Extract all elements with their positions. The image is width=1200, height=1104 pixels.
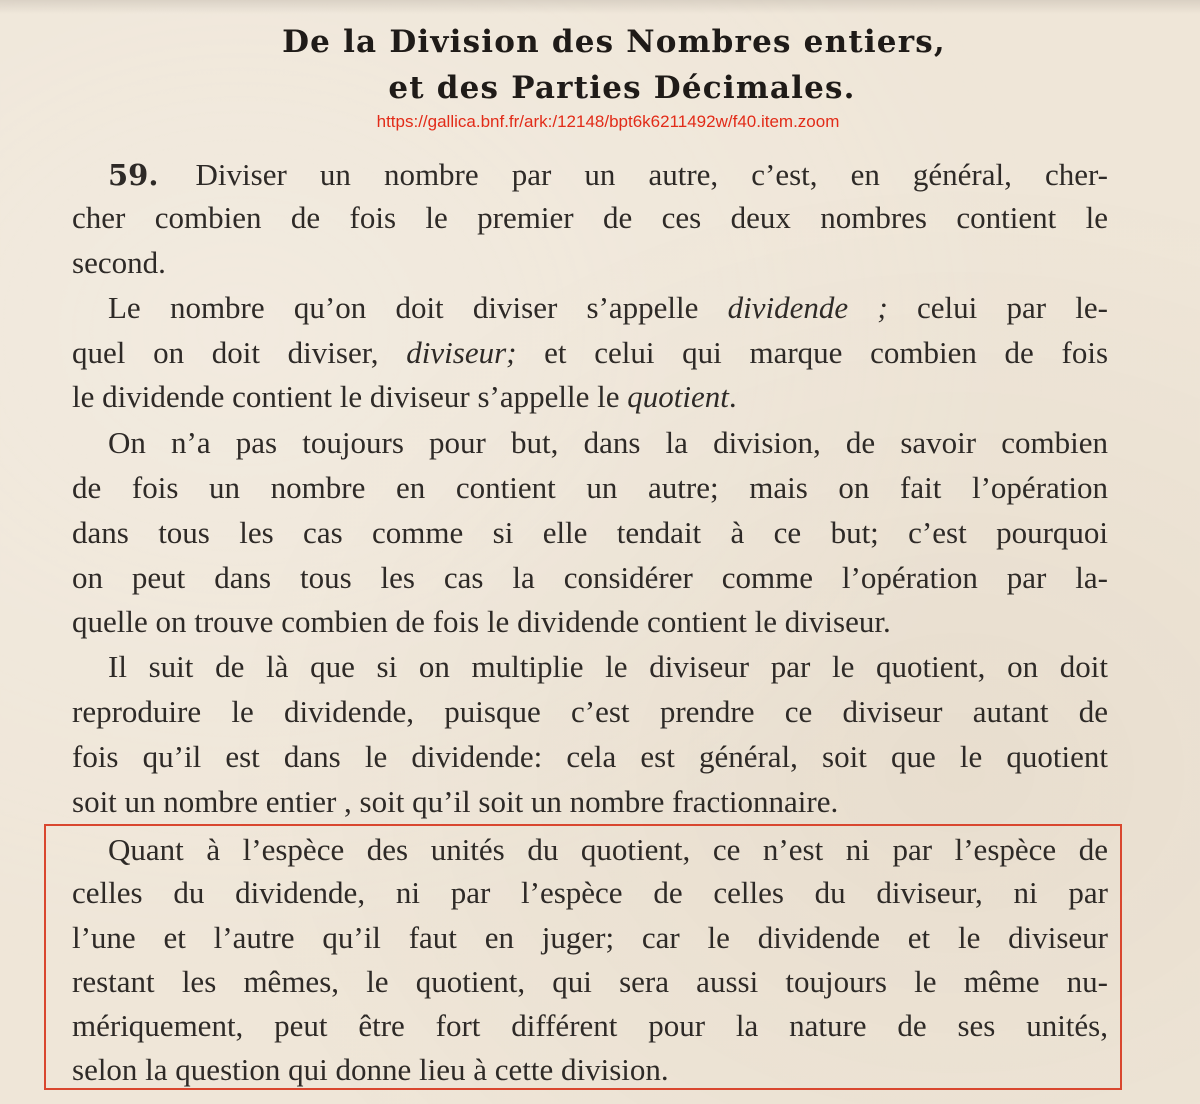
paragraph-1-line-2: cher combien de fois le premier de ces deux nombres contient le — [72, 200, 1108, 235]
paragraph-5-line-5: mériquement, peut être fort différent pour la nature de ses unités, — [72, 1008, 1108, 1043]
paragraph-4-line-4: soit un nombre entier , soit qu’il soit un nombre fractionnaire. — [72, 784, 839, 819]
paragraph-5-line-1: Quant à l’espèce des unités du quotient, ce n’est ni par l’espèce de — [108, 832, 1108, 867]
paragraph-1-line-3: second. — [72, 245, 166, 280]
paragraph-2-line-3-text-b: . — [728, 379, 737, 414]
paragraph-1-line-1-text: Diviser un nombre par un autre, c’est, en général, cher- — [195, 157, 1108, 192]
paragraph-3-line-3: dans tous les cas comme si elle tendait à ce but; c’est pourquoi — [72, 515, 1108, 550]
paragraph-4-line-2: reproduire le dividende, puisque c’est prendre ce diviseur autant de — [72, 694, 1108, 729]
paragraph-4-line-1: Il suit de là que si on multiplie le diviseur par le quotient, on doit — [108, 649, 1108, 684]
paragraph-2-line-3-text-a: le dividende contient le diviseur s’appelle le — [72, 379, 628, 414]
source-url-link[interactable]: https://gallica.bnf.fr/ark:/12148/bpt6k6211492w/f40.item.zoom — [376, 112, 840, 131]
paragraph-3-line-2: de fois un nombre en contient un autre; mais on fait l’opération — [72, 470, 1108, 505]
paragraph-1-line-1 — [108, 157, 1108, 193]
paragraph-2-line-1-text-a: Le nombre qu’on doit diviser s’appelle — [108, 290, 728, 325]
paragraph-2-line-2 — [72, 335, 1108, 371]
paragraph-3-line-4: on peut dans tous les cas la considérer comme l’opération par la- — [72, 560, 1108, 595]
term-diviseur: diviseur; — [406, 335, 517, 370]
paragraph-2-line-1-text-b: celui par le- — [887, 290, 1109, 325]
section-title-line-1: De la Division des Nombres entiers, — [282, 24, 946, 60]
paragraph-5-line-3: l’une et l’autre qu’il faut en juger; car le dividende et le diviseur — [72, 920, 1108, 955]
paragraph-4-line-3: fois qu’il est dans le dividende: cela est général, soit que le quotient — [72, 739, 1108, 774]
paragraph-3-line-5: quelle on trouve combien de fois le dividende contient le diviseur. — [72, 604, 891, 639]
paragraph-2-line-1 — [108, 290, 1108, 326]
paragraph-2-line-2-text-a: quel on doit diviser, — [72, 335, 407, 370]
paragraph-5-line-2: celles du dividende, ni par l’espèce de celles du diviseur, ni par — [72, 875, 1108, 910]
paragraph-3-line-1: On n’a pas toujours pour but, dans la division, de savoir combien — [108, 425, 1108, 460]
page-bleed-through — [0, 0, 1200, 14]
term-dividende: dividende ; — [727, 290, 888, 325]
paragraph-5-line-4: restant les mêmes, le quotient, qui sera aussi toujours le même nu- — [72, 964, 1108, 999]
paragraph-2-line-2-text-b: et celui qui marque combien de fois — [516, 335, 1109, 370]
next-line-cut-off — [72, 1092, 1108, 1104]
paragraph-2-line-3 — [72, 379, 1108, 415]
section-title-line-2: et des Parties Décimales. — [388, 70, 856, 106]
term-quotient: quotient — [627, 379, 729, 414]
paragraph-5-line-6: selon la question qui donne lieu à cette division. — [72, 1052, 669, 1087]
article-number: 59. — [108, 158, 159, 192]
